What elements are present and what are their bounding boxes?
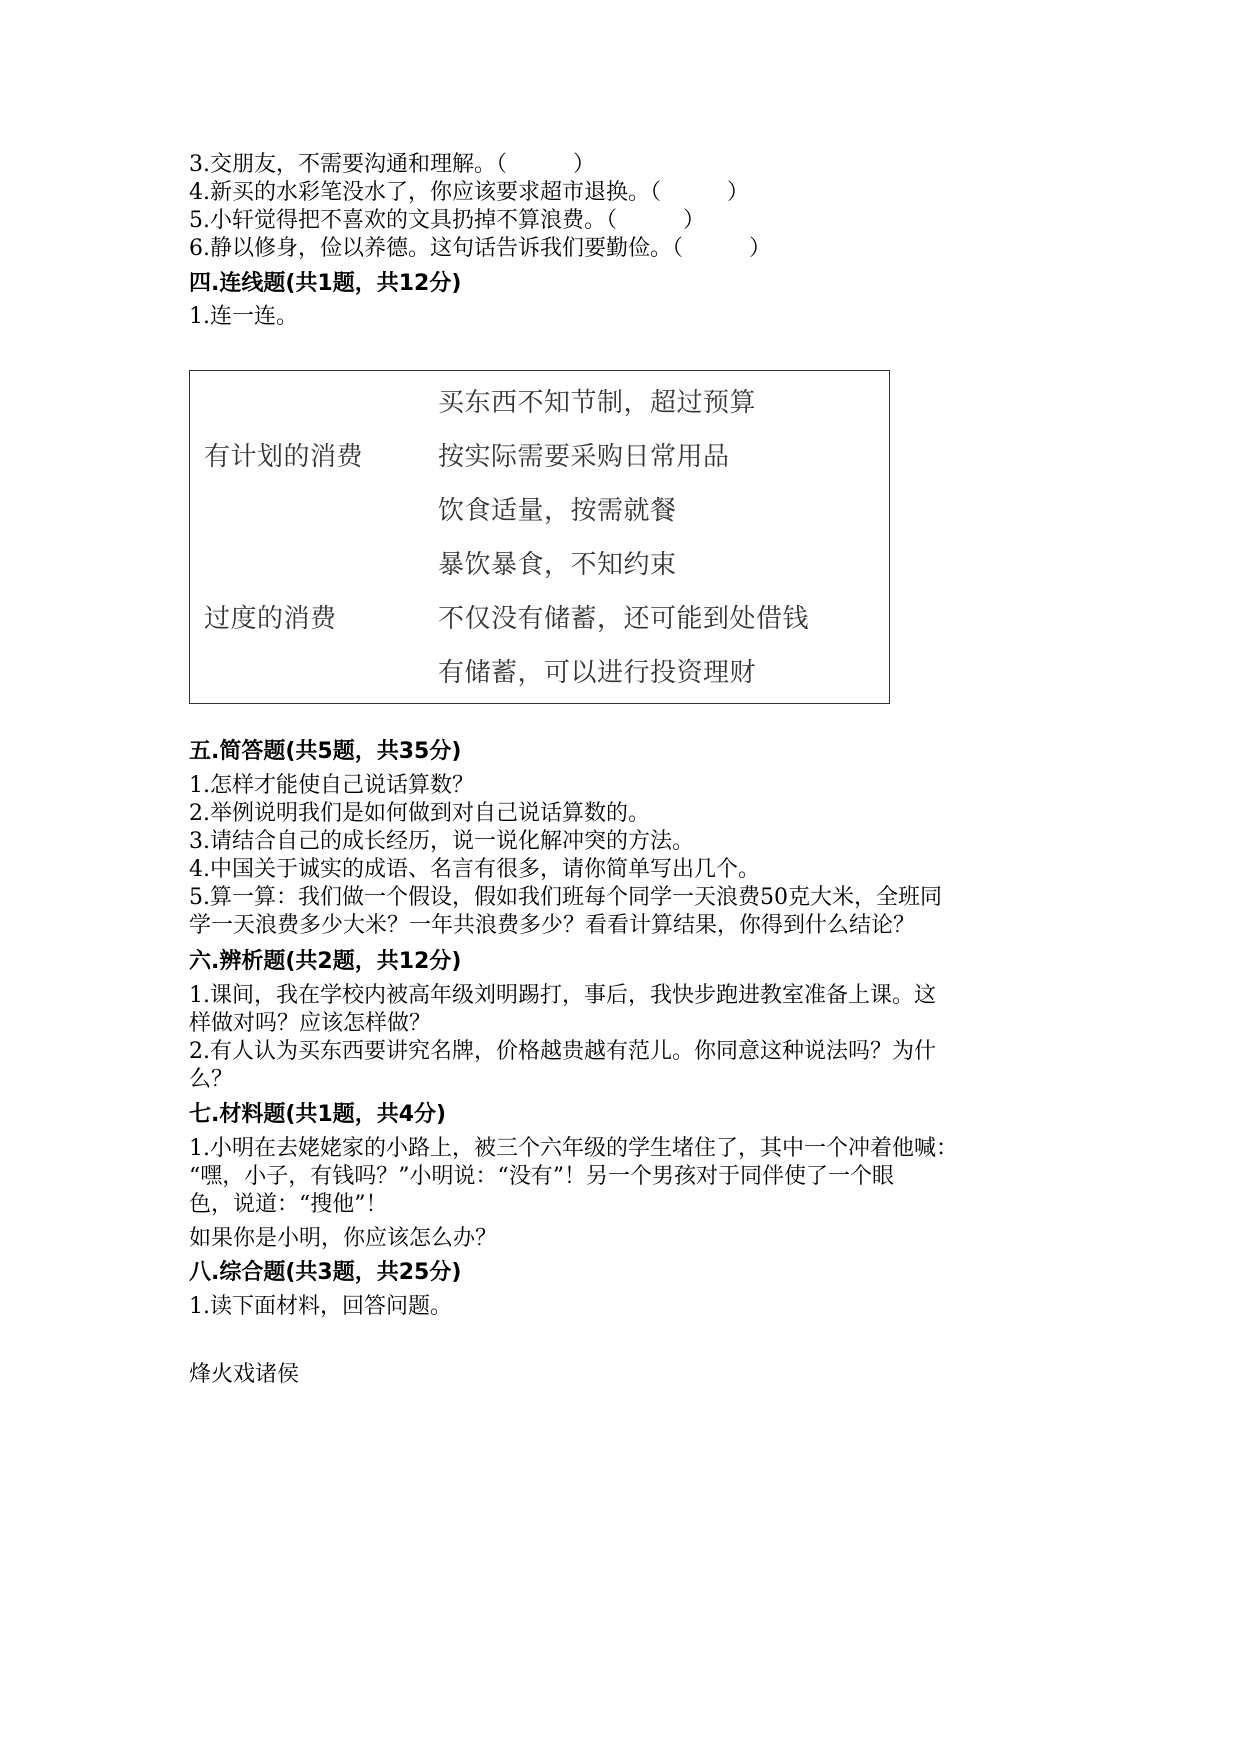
- section-heading-short-answer: 五.简答题(共5题，共35分): [189, 739, 462, 764]
- matching-right-item: 有储蓄，可以进行投资理财: [438, 658, 757, 688]
- matching-question: 1.连一连。: [189, 304, 298, 329]
- short-answer-line: 3.请结合自己的成长经历，说一说化解冲突的方法。: [189, 829, 694, 854]
- judgment-item-5: 5.小轩觉得把不喜欢的文具扔掉不算浪费。（ ）: [189, 208, 705, 233]
- matching-table: [189, 370, 890, 704]
- matching-right-item: 买东西不知节制，超过预算: [438, 388, 757, 418]
- analysis-line: 么？: [189, 1067, 234, 1092]
- material-line: “嘿，小子，有钱吗？”小明说：“没有”！另一个男孩对于同伴使了一个眼: [189, 1164, 894, 1189]
- short-answer-line: 2.举例说明我们是如何做到对自己说话算数的。: [189, 801, 650, 826]
- material-line: 如果你是小明，你应该怎么办？: [189, 1226, 498, 1251]
- judgment-item-3: 3.交朋友，不需要沟通和理解。（ ）: [189, 152, 595, 177]
- section-heading-comprehensive: 八.综合题(共3题，共25分): [189, 1260, 462, 1285]
- matching-right-item: 饮食适量，按需就餐: [438, 496, 677, 526]
- material-line: 1.小明在去姥姥家的小路上，被三个六年级的学生堵住了，其中一个冲着他喊：: [189, 1136, 958, 1161]
- analysis-line: 2.有人认为买东西要讲究名牌，价格越贵越有范儿。你同意这种说法吗？为什: [189, 1039, 936, 1064]
- material-title: 烽火戏诸侯: [189, 1362, 300, 1387]
- short-answer-line: 5.算一算：我们做一个假设，假如我们班每个同学一天浪费50克大米，全班同: [189, 885, 942, 910]
- matching-right-item: 暴饮暴食，不知约束: [438, 550, 677, 580]
- section-heading-matching: 四.连线题(共1题，共12分): [189, 271, 462, 296]
- matching-left-item: 有计划的消费: [204, 442, 364, 472]
- comprehensive-question: 1.读下面材料，回答问题。: [189, 1294, 452, 1319]
- matching-left-item: 过度的消费: [204, 604, 337, 634]
- material-line: 色，说道：“搜他”！: [189, 1192, 388, 1217]
- short-answer-line: 1.怎样才能使自己说话算数？: [189, 773, 474, 798]
- judgment-item-4: 4.新买的水彩笔没水了，你应该要求超市退换。（ ）: [189, 180, 749, 205]
- section-heading-analysis: 六.辨析题(共2题，共12分): [189, 949, 462, 974]
- matching-right-item: 不仅没有储蓄，还可能到处借钱: [438, 604, 810, 634]
- judgment-item-6: 6.静以修身，俭以养德。这句话告诉我们要勤俭。（ ）: [189, 236, 771, 261]
- matching-right-item: 按实际需要采购日常用品: [438, 442, 730, 472]
- analysis-line: 1.课间，我在学校内被高年级刘明踢打，事后，我快步跑进教室准备上课。这: [189, 983, 936, 1008]
- analysis-line: 样做对吗？应该怎样做？: [189, 1011, 432, 1036]
- section-heading-material: 七.材料题(共1题，共4分): [189, 1102, 447, 1127]
- short-answer-line: 学一天浪费多少大米？一年共浪费多少？看看计算结果，你得到什么结论？: [189, 913, 916, 938]
- short-answer-line: 4.中国关于诚实的成语、名言有很多，请你简单写出几个。: [189, 857, 760, 882]
